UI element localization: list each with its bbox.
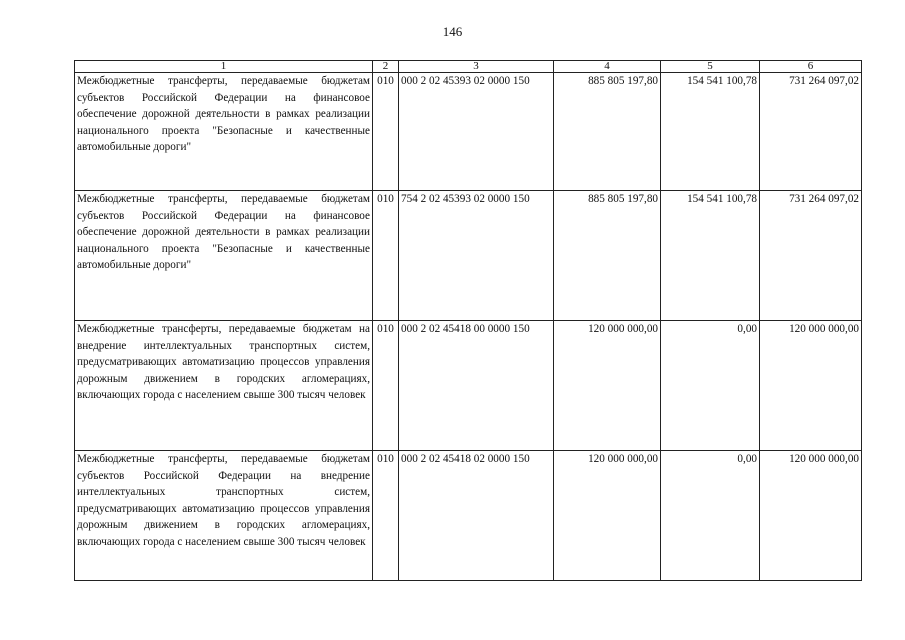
row-admin-code: 010: [373, 321, 399, 451]
row-plan-amount: 120 000 000,00: [554, 321, 661, 451]
row-admin-code: 010: [373, 73, 399, 191]
row-executed-amount: 0,00: [661, 321, 760, 451]
row-budget-code: 754 2 02 45393 02 0000 150: [399, 191, 554, 321]
row-budget-code: 000 2 02 45393 02 0000 150: [399, 73, 554, 191]
column-header-6: 6: [760, 61, 862, 73]
row-budget-code: 000 2 02 45418 00 0000 150: [399, 321, 554, 451]
row-remaining-amount: 120 000 000,00: [760, 451, 862, 581]
row-remaining-amount: 120 000 000,00: [760, 321, 862, 451]
budget-table: [74, 60, 862, 581]
column-header-3: 3: [399, 61, 554, 73]
column-header-1: 1: [75, 61, 373, 73]
row-plan-amount: 885 805 197,80: [554, 73, 661, 191]
row-admin-code: 010: [373, 451, 399, 581]
row-executed-amount: 0,00: [661, 451, 760, 581]
page-number: 146: [442, 24, 463, 39]
row-remaining-amount: 731 264 097,02: [760, 73, 862, 191]
row-executed-amount: 154 541 100,78: [661, 73, 760, 191]
row-budget-code: 000 2 02 45418 02 0000 150: [399, 451, 554, 581]
row-name: Межбюджетные трансферты, передаваемые бюджетам субъектов Российской Федерации на финансовое обеспечение дорожной деятельности в рамках реализации национального проекта "Безопасные и качественные автомобильные дороги": [75, 73, 373, 191]
row-remaining-amount: 731 264 097,02: [760, 191, 862, 321]
row-plan-amount: 885 805 197,80: [554, 191, 661, 321]
table-row: [75, 451, 862, 581]
column-header-2: 2: [373, 61, 399, 73]
row-name: Межбюджетные трансферты, передаваемые бюджетам субъектов Российской Федерации на внедрение интеллектуальных транспортных систем, предусматривающих автоматизацию процессов управления дорожным движением в городских агломерациях, включающих города с населением свыше 300 тысяч человек: [75, 451, 373, 581]
row-plan-amount: 120 000 000,00: [554, 451, 661, 581]
table-row: [75, 191, 862, 321]
column-header-4: 4: [554, 61, 661, 73]
row-name: Межбюджетные трансферты, передаваемые бюджетам субъектов Российской Федерации на финансовое обеспечение дорожной деятельности в рамках реализации национального проекта "Безопасные и качественные автомобильные дороги": [75, 191, 373, 321]
table-row: [75, 73, 862, 191]
column-header-5: 5: [661, 61, 760, 73]
table-row: [75, 321, 862, 451]
row-admin-code: 010: [373, 191, 399, 321]
row-name: Межбюджетные трансферты, передаваемые бюджетам на внедрение интеллектуальных транспортных систем, предусматривающих автоматизацию процессов управления дорожным движением в городских агломерациях, включающих города с населением свыше 300 тысяч человек: [75, 321, 373, 451]
table-header-row: [75, 61, 862, 73]
row-executed-amount: 154 541 100,78: [661, 191, 760, 321]
